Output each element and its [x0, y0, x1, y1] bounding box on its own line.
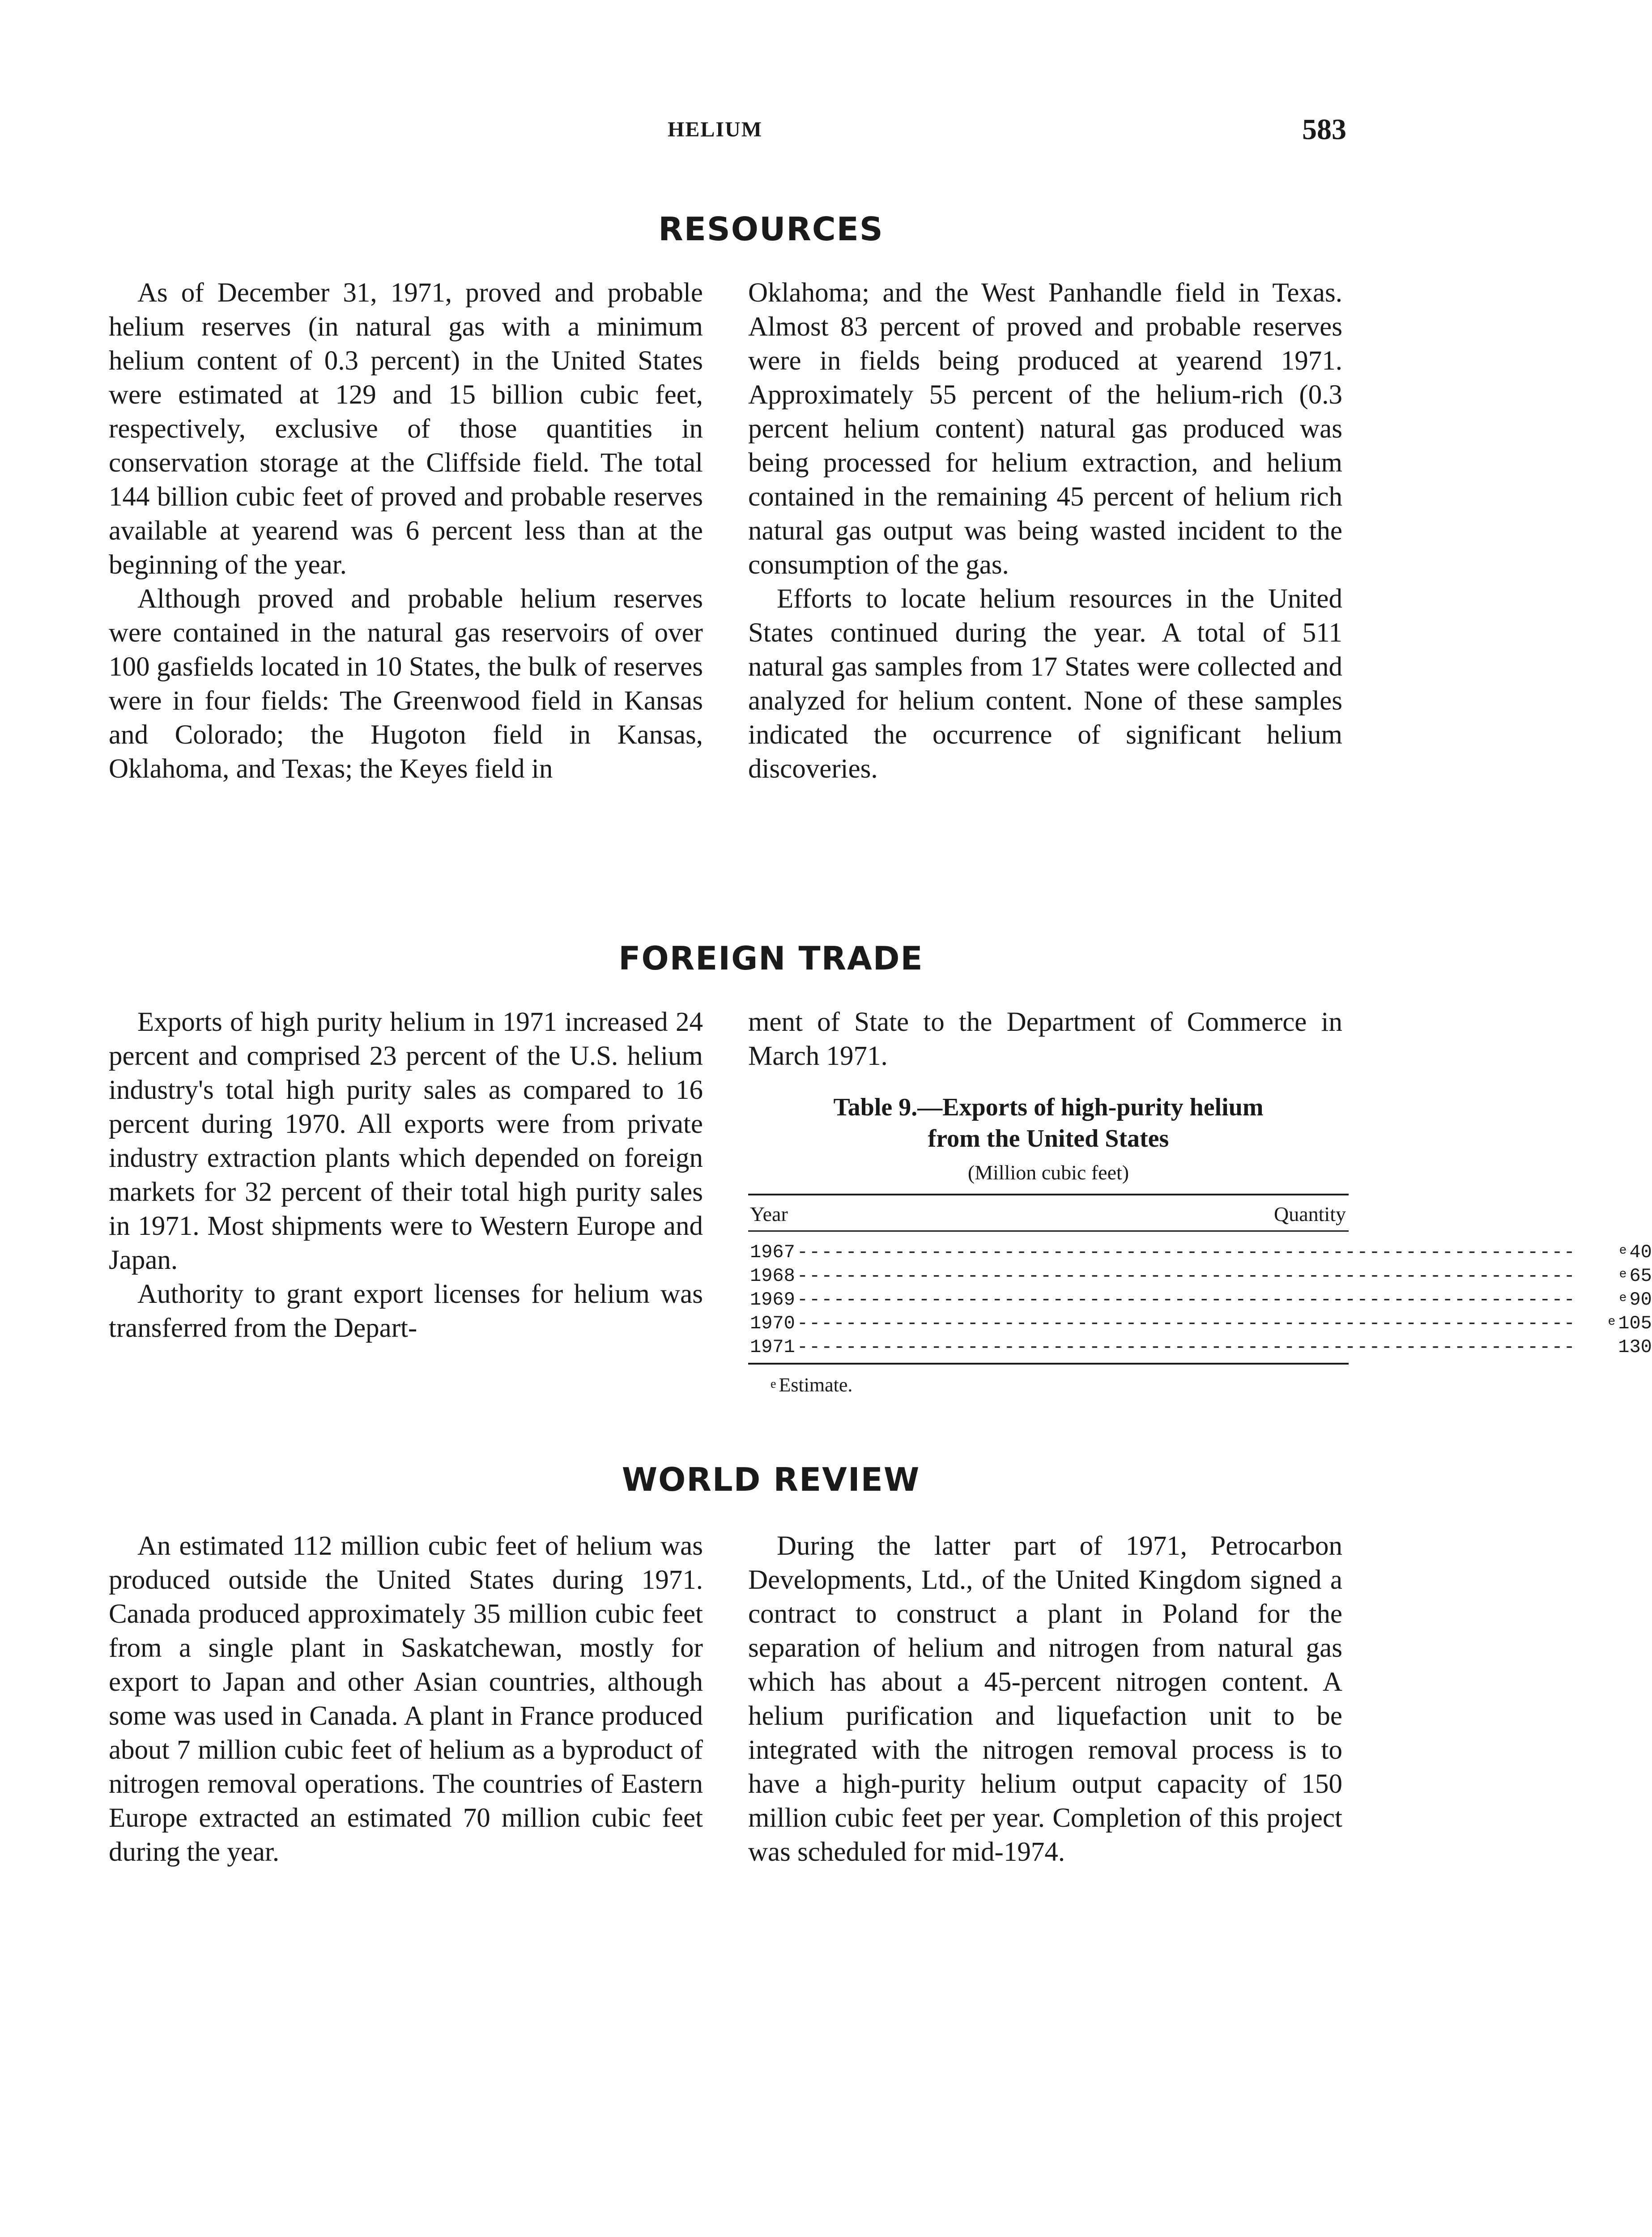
row-quantity: 130	[1618, 1336, 1652, 1358]
row-quantity-cell	[1585, 1240, 1652, 1263]
estimate-mark: e	[1608, 1315, 1616, 1329]
table-header-row	[748, 1195, 1349, 1232]
resources-paragraph-2: Although proved and probable helium reserves were contained in the natural gas reservoirs of over 100 gasfields located in 10 States, the bulk of reserves were in four fields: The Greenwood field in Kansas and Colorado; the Hugoton field in Kansas, Oklahoma, and Texas; the Keyes field in	[109, 584, 703, 784]
row-quantity-cell	[1585, 1335, 1652, 1358]
foreign-trade-paragraph-3: ment of State to the Department of Commerce in March 1971.	[748, 1007, 1342, 1071]
section-title-world-review: WORLD REVIEW	[622, 1461, 920, 1498]
foreign-trade-paragraph-1: Exports of high purity helium in 1971 increased 24 percent and comprised 23 percent of the U.S. helium industry's total high purity sales as compared to 16 percent during 1970. All exports were from private industry extraction plants which depended on foreign markets for 32 percent of their total high purity sales in 1971. Most shipments were to Western Europe and Japan.	[109, 1007, 703, 1275]
table-title	[748, 1092, 1349, 1154]
row-quantity: 40	[1629, 1242, 1652, 1263]
row-quantity-cell	[1585, 1287, 1652, 1311]
world-review-left-column	[109, 1529, 703, 1869]
world-review-paragraph-1: An estimated 112 million cubic feet of helium was produced outside the United States during 1971. Canada produced approximately 35 million cubic feet from a single plant in Saskatchewan, mostly for export to Japan and other Asian countries, although some was used in Canada. A plant in France produced about 7 million cubic feet of helium as a byproduct of nitrogen removal operations. The countries of Eastern Europe extracted an estimated 70 million cubic feet during the year.	[109, 1531, 703, 1867]
world-review-paragraph-2: During the latter part of 1971, Petrocarbon Developments, Ltd., of the United Kingdom signed a contract to construct a plant in Poland for the separation of helium and nitrogen from natural gas which has about a 45-percent nitrogen content. A helium purification and liquefaction unit to be integrated with the nitrogen removal process is to have a high-purity helium output capacity of 150 million cubic feet per year. Completion of this project was scheduled for mid-1974.	[748, 1531, 1342, 1867]
estimate-mark: e	[1619, 1291, 1627, 1305]
row-quantity: 65	[1629, 1265, 1652, 1287]
column-header-year: Year	[750, 1203, 788, 1225]
row-year: 1968	[750, 1265, 795, 1287]
column-header-quantity: Quantity	[1274, 1203, 1346, 1225]
row-quantity: 90	[1629, 1289, 1652, 1310]
resources-paragraph-1: As of December 31, 1971, proved and probable helium reserves (in natural gas with a minimum helium content of 0.3 percent) in the United States were estimated at 129 and 15 billion cubic feet, respectively, exclusive of those quantities in conservation storage at the Cliffside field. The total 144 billion cubic feet of proved and probable reserves available at yearend was 6 percent less than at the beginning of the year.	[109, 278, 703, 580]
row-dot-leader: ----------------------------------------------------------------	[796, 1289, 1576, 1310]
resources-left-column	[109, 276, 703, 786]
foreign-trade-left-column	[109, 1005, 703, 1345]
row-quantity-cell	[1585, 1311, 1652, 1335]
table-title-line-2: from the United States	[928, 1125, 1169, 1153]
exports-table	[748, 1092, 1652, 1399]
row-dot-leader: ----------------------------------------------------------------	[796, 1265, 1576, 1287]
table-row	[750, 1263, 1652, 1287]
row-quantity: 105	[1618, 1313, 1652, 1334]
table-body	[748, 1232, 1652, 1363]
table-row	[750, 1287, 1652, 1311]
foreign-trade-paragraph-2: Authority to grant export licenses for helium was transferred from the Depart-	[109, 1279, 703, 1343]
page-number: 583	[1302, 113, 1346, 146]
table-row	[750, 1240, 1652, 1263]
world-review-right-column	[748, 1529, 1342, 1869]
footnote-mark: e	[771, 1377, 776, 1391]
table-footnote	[748, 1371, 1349, 1399]
row-year: 1969	[750, 1289, 795, 1310]
row-year: 1970	[750, 1313, 795, 1334]
table-bottom-rule	[748, 1363, 1349, 1365]
section-title-foreign-trade: FOREIGN TRADE	[618, 940, 924, 977]
row-year: 1971	[750, 1336, 795, 1358]
foreign-trade-right-column	[748, 1005, 1342, 1073]
table-unit: (Million cubic feet)	[967, 1161, 1129, 1184]
table-title-line-1: Table 9.—Exports of high-purity helium	[833, 1093, 1264, 1121]
row-dot-leader: ----------------------------------------------------------------	[796, 1313, 1576, 1334]
resources-paragraph-3: Oklahoma; and the West Panhandle field in Texas. Almost 83 percent of proved and probable reserves were in fields being produced at yearend 1971. Approximately 55 percent of the helium-rich (0.3 percent helium content) natural gas produced was being processed for helium extraction, and helium contained in the remaining 45 percent of helium rich natural gas output was being wasted incident to the consumption of the gas.	[748, 278, 1342, 580]
resources-paragraph-4: Efforts to locate helium resources in the United States continued during the year. A total of 511 natural gas samples from 17 States were collected and analyzed for helium content. None of these samples indicated the occurrence of significant helium discoveries.	[748, 584, 1342, 784]
estimate-mark: e	[1619, 1244, 1627, 1258]
row-year: 1967	[750, 1242, 795, 1263]
table-row	[750, 1335, 1652, 1358]
row-quantity-cell	[1585, 1263, 1652, 1287]
table-row	[750, 1311, 1652, 1335]
running-head-title: HELIUM	[668, 118, 763, 141]
row-dot-leader: ----------------------------------------------------------------	[796, 1336, 1576, 1358]
estimate-mark: e	[1619, 1267, 1627, 1281]
row-dot-leader: ----------------------------------------------------------------	[796, 1242, 1576, 1263]
footnote-text: Estimate.	[779, 1374, 853, 1396]
section-title-resources: RESOURCES	[658, 210, 884, 248]
resources-right-column	[748, 276, 1342, 786]
